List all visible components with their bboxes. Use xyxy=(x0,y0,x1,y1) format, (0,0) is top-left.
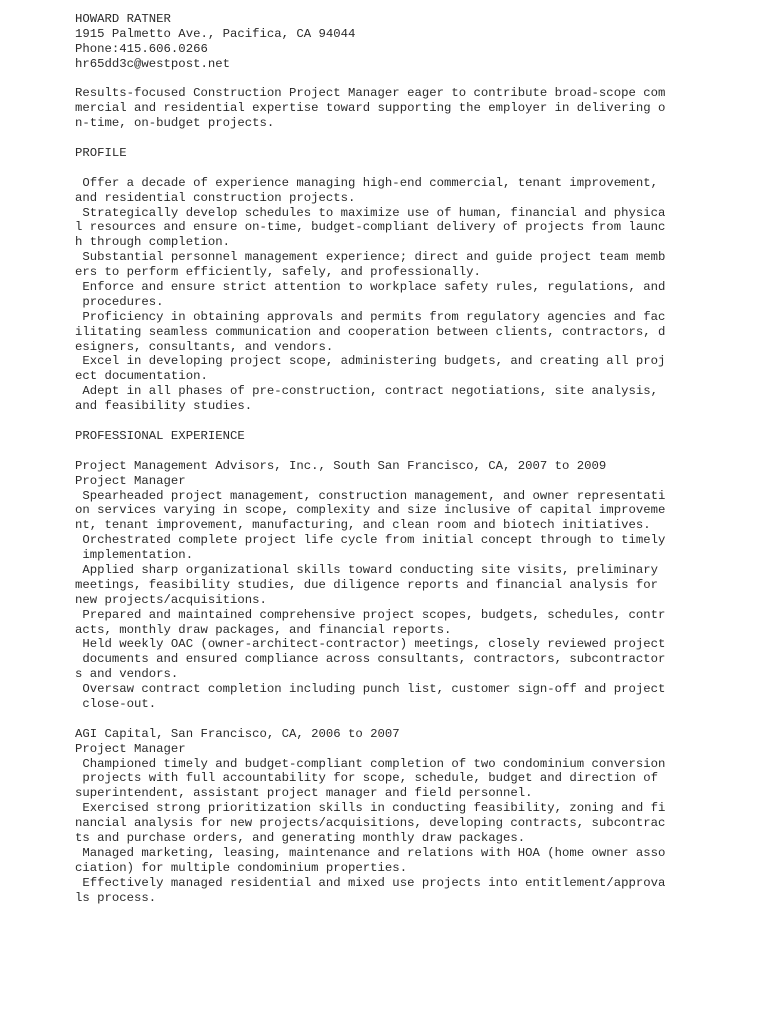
profile-section xyxy=(75,176,755,414)
job-line: on services varying in scope, complexity and size inclusive of capital improveme xyxy=(75,503,666,518)
profile-line: Offer a decade of experience managing high-end commercial, tenant improvement, xyxy=(75,175,658,190)
spacer xyxy=(75,161,755,176)
spacer xyxy=(75,444,755,459)
job-company: Project Management Advisors, Inc., South San Francisco, CA, 2007 to 2009 xyxy=(75,458,607,473)
candidate-phone: Phone:415.606.0266 xyxy=(75,41,208,56)
job-line: s and vendors. xyxy=(75,667,179,682)
job-entry xyxy=(75,459,755,712)
job-line: meetings, feasibility studies, due diligence reports and financial analysis for xyxy=(75,577,658,592)
job-line: ciation) for multiple condominium properties. xyxy=(75,860,408,875)
summary xyxy=(75,86,755,131)
job-company: AGI Capital, San Francisco, CA, 2006 to 2007 xyxy=(75,726,400,741)
job-title: Project Manager xyxy=(75,473,186,488)
spacer xyxy=(75,72,755,87)
job-line: ls process. xyxy=(75,890,157,905)
job-line: Championed timely and budget-compliant completion of two condominium conversion xyxy=(75,756,666,771)
profile-line: Adept in all phases of pre-construction, contract negotiations, site analysis, xyxy=(75,384,658,399)
job-line: implementation. xyxy=(75,548,194,563)
job-line: superintendent, assistant project manager and field personnel. xyxy=(75,786,533,801)
job-line: Managed marketing, leasing, maintenance and relations with HOA (home owner asso xyxy=(75,845,666,860)
profile-line: ilitating seamless communication and cooperation between clients, contractors, d xyxy=(75,324,666,339)
job-line: projects with full accountability for scope, schedule, budget and direction of xyxy=(75,771,658,786)
job-line: Prepared and maintained comprehensive project scopes, budgets, schedules, contr xyxy=(75,607,666,622)
profile-line: esigners, consultants, and vendors. xyxy=(75,339,334,354)
profile-line: and feasibility studies. xyxy=(75,399,253,414)
job-line: Applied sharp organizational skills toward conducting site visits, preliminary xyxy=(75,562,658,577)
spacer xyxy=(75,414,755,429)
profile-line: and residential construction projects. xyxy=(75,190,356,205)
job-line: Held weekly OAC (owner-architect-contractor) meetings, closely reviewed project xyxy=(75,637,666,652)
resume-document xyxy=(75,12,755,905)
profile-heading: PROFILE xyxy=(75,146,127,161)
job-line: Spearheaded project management, construction management, and owner representati xyxy=(75,488,666,503)
profile-line: l resources and ensure on-time, budget-compliant delivery of projects from launc xyxy=(75,220,666,235)
profile-line: Proficiency in obtaining approvals and permits from regulatory agencies and fac xyxy=(75,309,666,324)
profile-line: Enforce and ensure strict attention to workplace safety rules, regulations, and xyxy=(75,280,666,295)
candidate-email: hr65dd3c@westpost.net xyxy=(75,56,230,71)
job-line: nt, tenant improvement, manufacturing, and clean room and biotech initiatives. xyxy=(75,518,651,533)
job-title: Project Manager xyxy=(75,741,186,756)
candidate-address: 1915 Palmetto Ave., Pacifica, CA 94044 xyxy=(75,26,356,41)
job-line: documents and ensured compliance across consultants, contractors, subcontractor xyxy=(75,652,666,667)
job-line: ts and purchase orders, and generating monthly draw packages. xyxy=(75,830,526,845)
profile-line: ers to perform efficiently, safely, and professionally. xyxy=(75,265,481,280)
job-line: Exercised strong prioritization skills in conducting feasibility, zoning and fi xyxy=(75,801,666,816)
job-line: Effectively managed residential and mixed use projects into entitlement/approva xyxy=(75,875,666,890)
summary-line: n-time, on-budget projects. xyxy=(75,116,275,131)
experience-heading: PROFESSIONAL EXPERIENCE xyxy=(75,428,245,443)
summary-line: Results-focused Construction Project Manager eager to contribute broad-scope com xyxy=(75,86,666,101)
profile-line: Strategically develop schedules to maximize use of human, financial and physica xyxy=(75,205,666,220)
profile-line: Excel in developing project scope, administering budgets, and creating all proj xyxy=(75,354,666,369)
profile-line: ect documentation. xyxy=(75,369,208,384)
spacer xyxy=(75,131,755,146)
profile-line: Substantial personnel management experience; direct and guide project team memb xyxy=(75,250,666,265)
profile-line: h through completion. xyxy=(75,235,230,250)
job-line: new projects/acquisitions. xyxy=(75,592,267,607)
job-line: Orchestrated complete project life cycle from initial concept through to timely xyxy=(75,533,666,548)
job-entry xyxy=(75,727,755,906)
job-line: acts, monthly draw packages, and financial reports. xyxy=(75,622,452,637)
spacer xyxy=(75,712,755,727)
summary-line: mercial and residential expertise toward supporting the employer in delivering o xyxy=(75,101,666,116)
profile-line: procedures. xyxy=(75,294,164,309)
candidate-name: HOWARD RATNER xyxy=(75,12,171,26)
job-line: nancial analysis for new projects/acquisitions, developing contracts, subcontrac xyxy=(75,816,666,831)
job-line: close-out. xyxy=(75,696,157,711)
job-line: Oversaw contract completion including punch list, customer sign-off and project xyxy=(75,682,666,697)
